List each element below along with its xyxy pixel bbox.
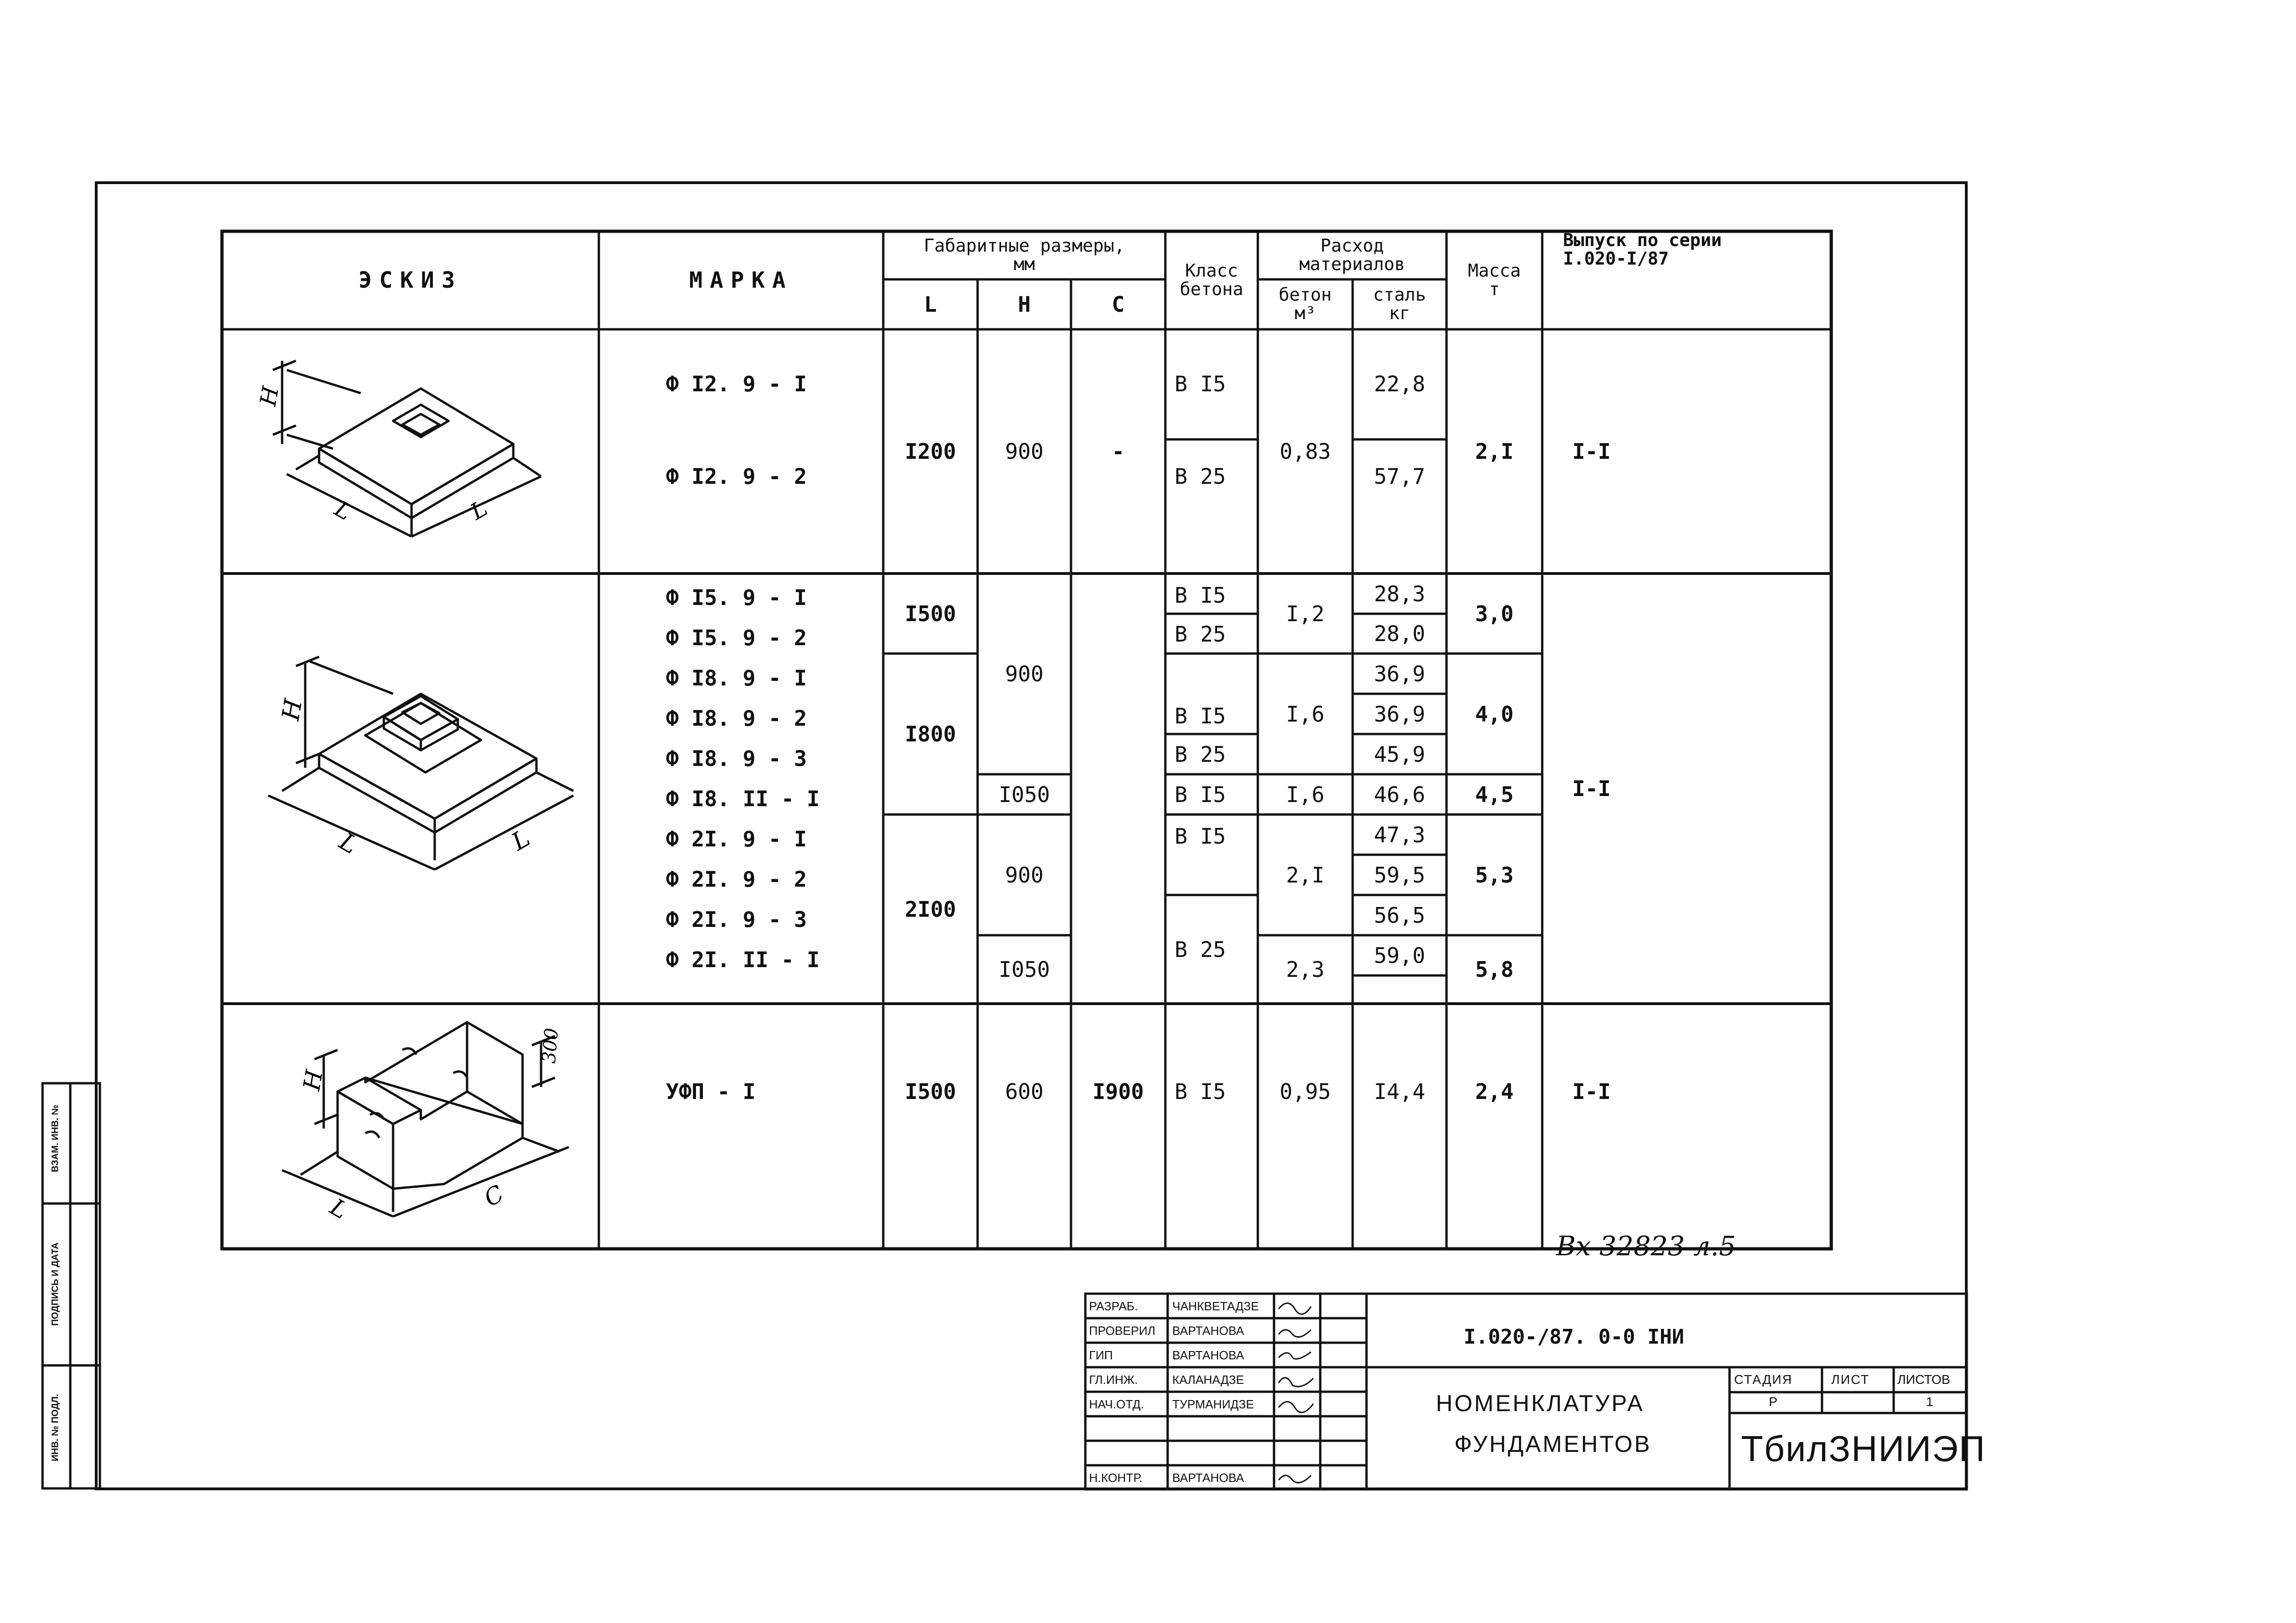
g1-mass: 2,I [1475, 439, 1514, 464]
sketch3-l-label: L [326, 1193, 352, 1224]
g3-steel: I4,4 [1374, 1079, 1425, 1104]
stamp-name-4: КАЛАНАДЗЕ [1172, 1373, 1244, 1387]
g2-mark-8: Ф 2I. 9 - 2 [666, 867, 807, 892]
header-steel-2: кг [1389, 303, 1410, 323]
sketch2-l-label-1: L [334, 827, 363, 860]
stamp-role-1: РАЗРАБ. [1089, 1299, 1138, 1313]
g2-mark-5: Ф I8. 9 - 3 [666, 746, 807, 771]
g1-mark-1: Ф I2. 9 - I [666, 371, 807, 396]
g1-h: 900 [1005, 439, 1044, 464]
g2-mark-6: Ф I8. II - I [666, 786, 820, 811]
g2-mass-4: 5,3 [1475, 862, 1514, 888]
g2-l-1: I500 [905, 601, 956, 626]
g2-steel-5: 45,9 [1374, 741, 1425, 767]
sketch2-h-label: H [277, 697, 308, 723]
signature-8 [1279, 1475, 1311, 1483]
signature-4 [1279, 1378, 1313, 1387]
g2-h-1: 900 [1005, 661, 1044, 686]
header-sketch: ЭСКИЗ [358, 267, 462, 293]
g2-mark-10: Ф 2I. II - I [666, 947, 820, 972]
g2-concrete-4: 2,I [1286, 862, 1325, 888]
doc-code: I.020-/87. 0-0 ІНИ [1464, 1325, 1684, 1349]
g2-l-2: I800 [905, 722, 956, 747]
g2-class-7: В 25 [1175, 937, 1226, 962]
g2-mass-2: 4,0 [1475, 701, 1514, 727]
g2-mass-1: 3,0 [1475, 601, 1514, 626]
stage-value: Р [1769, 1395, 1778, 1409]
g2-steel-4: 36,9 [1374, 701, 1425, 727]
g1-class-1: В I5 [1175, 371, 1226, 396]
sketch1-h-label: H [255, 384, 284, 408]
g2-mark-4: Ф I8. 9 - 2 [666, 706, 807, 731]
g3-mass: 2,4 [1475, 1079, 1514, 1104]
sketch-pad-foundation [255, 342, 573, 564]
sketch1-l-label-2: L [466, 495, 492, 525]
organization: ТбилЗНИИЭП [1741, 1428, 1986, 1469]
incoming-number [1556, 1230, 1736, 1262]
g1-steel-2: 57,7 [1374, 464, 1425, 489]
g2-mark-7: Ф 2I. 9 - I [666, 827, 807, 852]
header-series-2: I.020-I/87 [1563, 248, 1669, 269]
g1-mark-2: Ф I2. 9 - 2 [666, 464, 807, 489]
g1-c: - [1112, 439, 1125, 464]
g2-steel-2: 28,0 [1374, 621, 1425, 646]
g3-concrete: 0,95 [1280, 1079, 1331, 1104]
g2-mark-9: Ф 2I. 9 - 3 [666, 907, 807, 932]
g2-steel-8: 59,5 [1374, 862, 1425, 888]
g2-mark-2: Ф I5. 9 - 2 [666, 625, 807, 650]
g1-steel-1: 22,8 [1374, 371, 1425, 396]
header-steel [1353, 279, 1447, 329]
g2-class-1: В I5 [1175, 583, 1226, 608]
side-repl-label: ВЗАМ. ИНВ. № [50, 1105, 61, 1173]
header-series-1: Выпуск по серии [1563, 230, 1722, 250]
stamp-role-3: ГИП [1089, 1348, 1113, 1362]
g2-series: I-I [1572, 776, 1611, 801]
header-dims-text: Габаритные размеры, мм [923, 235, 1125, 274]
g2-h-3: 900 [1005, 862, 1044, 888]
g2-steel-9: 56,5 [1374, 902, 1425, 928]
sheet-label: ЛИСТ [1831, 1372, 1870, 1387]
g3-l: I500 [905, 1079, 956, 1104]
g2-steel-10: 59,0 [1374, 943, 1425, 968]
header-dim-c: C [1112, 292, 1125, 317]
g3-mark: УФП - I [666, 1079, 756, 1104]
signatures [1274, 1293, 1320, 1489]
side-sign-label: ПОДПИСЬ И ДАТА [50, 1242, 61, 1326]
header-dim-l: L [924, 292, 937, 317]
g2-steel-7: 47,3 [1374, 822, 1425, 847]
header-consumption-1: Расход [1320, 235, 1384, 256]
header-concrete [1258, 279, 1353, 329]
sheets-value: 1 [1926, 1395, 1933, 1409]
side-inv-label: ИНВ. № ПОДЛ. [50, 1394, 61, 1462]
g2-h-4: I050 [998, 957, 1050, 982]
g2-mass-5: 5,8 [1475, 957, 1514, 982]
g2-steel-6: 46,6 [1374, 782, 1425, 807]
sketch2-l-label-2: L [507, 824, 535, 857]
signature-1 [1279, 1303, 1311, 1314]
header-concrete-2: м³ [1294, 303, 1316, 323]
g2-h-2: I050 [998, 782, 1050, 807]
g1-l: I200 [905, 439, 956, 464]
g2-class-3: В I5 [1175, 704, 1226, 728]
g2-concrete-2: I,6 [1286, 701, 1325, 727]
header-consumption-2: материалов [1299, 254, 1405, 274]
doc-title-2: ФУНДАМЕНТОВ [1454, 1431, 1652, 1457]
g3-series: I-I [1572, 1079, 1611, 1104]
header-class-1: Класс [1185, 260, 1238, 281]
header-dims [883, 231, 1165, 279]
g2-l-3: 2I00 [905, 896, 956, 922]
header-class [1165, 231, 1258, 329]
g2-mass-3: 4,5 [1475, 782, 1514, 807]
stamp-name-2: ВАРТАНОВА [1172, 1324, 1244, 1338]
header-steel-1: сталь [1373, 284, 1426, 305]
stamp-name-3: ВАРТАНОВА [1172, 1348, 1244, 1362]
g2-class-6: В I5 [1175, 824, 1226, 849]
stamp-name-1: ЧАНКВЕТАДЗЕ [1172, 1299, 1259, 1313]
sketch3-h-label: H [298, 1068, 328, 1093]
g2-steel-3: 36,9 [1374, 661, 1425, 686]
g1-class-2: В 25 [1175, 464, 1226, 489]
g2-mark-3: Ф I8. 9 - I [666, 666, 807, 691]
g3-c: I900 [1092, 1079, 1144, 1104]
header-series [1563, 231, 1822, 329]
header-mass [1447, 231, 1542, 329]
g2-mark-1: Ф I5. 9 - I [666, 585, 807, 610]
g2-class-2: В 25 [1175, 622, 1226, 647]
g3-h: 600 [1005, 1079, 1044, 1104]
sketch3-300-label: 300 [538, 1027, 563, 1064]
header-class-2: бетона [1180, 279, 1243, 299]
nomenclature-table [222, 231, 1836, 1254]
sketch3-c-label: C [480, 1180, 509, 1212]
g2-concrete-3: I,6 [1286, 782, 1325, 807]
incoming-number-text: Вх 32823 л.5 [1556, 1230, 1736, 1262]
title-block [1084, 1230, 1986, 1490]
stamp-name-5: ТУРМАНИДЗЕ [1172, 1397, 1254, 1411]
signature-3 [1279, 1352, 1311, 1359]
header-mass-1: Масса [1468, 260, 1521, 281]
signature-5 [1279, 1402, 1313, 1413]
g2-steel-1: 28,3 [1374, 581, 1425, 606]
sketch1-l-label-1: L [330, 495, 356, 526]
header-mark: МАРКА [689, 267, 793, 293]
g2-class-4: В 25 [1175, 742, 1226, 767]
stamp-role-2: ПРОВЕРИЛ [1089, 1324, 1156, 1338]
stamp-role-8: Н.КОНТР. [1089, 1471, 1143, 1485]
sketch-stepped-foundation [240, 629, 583, 888]
g1-concrete: 0,83 [1280, 439, 1331, 464]
stamp-role-4: ГЛ.ИНЖ. [1089, 1373, 1138, 1387]
side-strip [42, 1082, 101, 1489]
g2-concrete-1: I,2 [1286, 601, 1325, 626]
header-mass-2: т [1489, 279, 1500, 299]
g1-series: I-I [1572, 439, 1611, 464]
stage-label: СТАДИЯ [1734, 1372, 1793, 1387]
g2-concrete-5: 2,3 [1286, 957, 1325, 982]
header-consumption [1258, 231, 1447, 279]
g3-class: В I5 [1175, 1079, 1226, 1104]
g2-class-5: В I5 [1175, 782, 1226, 807]
stamp-name-8: ВАРТАНОВА [1172, 1471, 1244, 1485]
stamp-role-5: НАЧ.ОТД. [1089, 1397, 1144, 1411]
sheets-label: ЛИСТОВ [1897, 1372, 1951, 1387]
signature-2 [1279, 1330, 1311, 1337]
header-concrete-1: бетон [1279, 284, 1332, 305]
doc-title-1: НОМЕНКЛАТУРА [1436, 1390, 1645, 1416]
sketch-l-block [250, 1013, 601, 1244]
header-dim-h: H [1018, 292, 1031, 317]
